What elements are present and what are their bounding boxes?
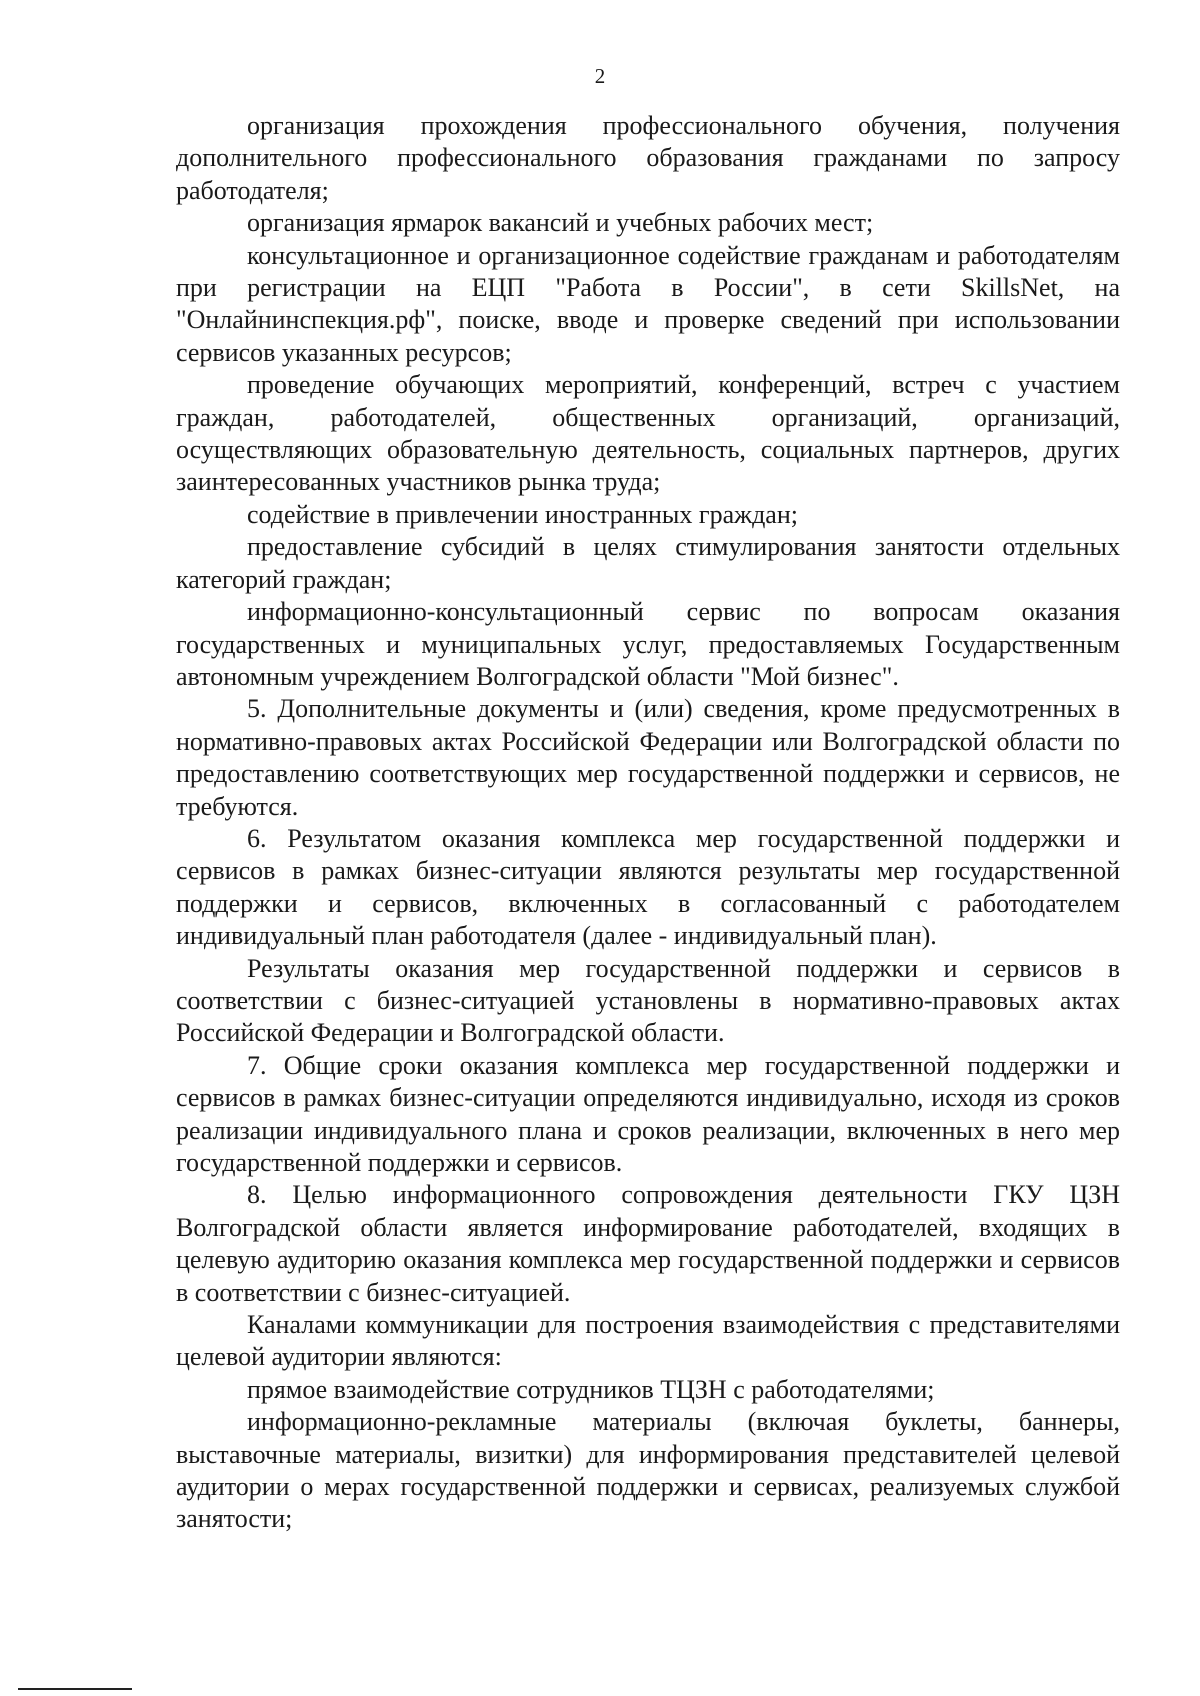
paragraph-item-6: 6. Результатом оказания комплекса мер государственной поддержки и сервисов в рамках бизнес-ситуации являются результаты мер государственной поддержки и сервисов, включенных в согласованный с работодателем индивидуальный план работодателя (далее - индивидуальный план). (176, 823, 1120, 951)
paragraph-foreign-citizens: содействие в привлечении иностранных граждан; (247, 499, 798, 529)
document-body (176, 110, 1120, 1536)
paragraph-registration-assistance: консультационное и организационное содействие гражданам и работодателям при регистрации на ЕЦП "Работа в России", в сети SkillsNet, на "Онлайнинспекция.рф", поиске, вводе и проверке сведений при использовании сервисов указанных ресурсов; (176, 240, 1120, 367)
paragraph-training-events: проведение обучающих мероприятий, конференций, встреч с участием граждан, работодателей, общественных организаций, организаций, осуществляющих образовательную деятельность, социальных партнеров, других заинтересованных участников рынка труда; (176, 370, 1120, 497)
paragraph-item-5: 5. Дополнительные документы и (или) сведения, кроме предусмотренных в нормативно-правовых актах Российской Федерации или Волгоградской области по предоставлению соответствующих мер государственной поддержки и сервисов, не требуются. (176, 694, 1120, 821)
paragraph-job-fairs: организация ярмарок вакансий и учебных рабочих мест; (247, 208, 874, 238)
paragraph-item-7: 7. Общие сроки оказания комплекса мер государственной поддержки и сервисов в рамках бизнес-ситуации определяются индивидуально, исходя из сроков реализации индивидуального плана и сроков реализации, включенных в него мер государственной поддержки и сервисов. (176, 1050, 1120, 1177)
paragraph-direct-interaction: прямое взаимодействие сотрудников ТЦЗН с работодателями; (247, 1374, 935, 1404)
paragraph-item-8: 8. Целью информационного сопровождения деятельности ГКУ ЦЗН Волгоградской области является информирование работодателей, входящих в целевую аудиторию оказания комплекса мер государственной поддержки и сервисов в соответствии с бизнес-ситуацией. (176, 1180, 1120, 1307)
paragraph-subsidies: предоставление субсидий в целях стимулирования занятости отдельных категорий граждан; (176, 532, 1120, 594)
paragraph-info-service: информационно-консультационный сервис по вопросам оказания государственных и муниципальных услуг, предоставляемых Государственным автономным учреждением Волгоградской области "Мой бизнес". (176, 597, 1120, 691)
page-number: 2 (594, 64, 606, 88)
footer-rule (18, 1688, 132, 1690)
paragraph-promo-materials: информационно-рекламные материалы (включая буклеты, баннеры, выставочные материалы, визитки) для информирования представителей целевой аудитории о мерах государственной поддержки и сервисах, реализуемых службой занятости; (176, 1407, 1120, 1534)
paragraph-channels: Каналами коммуникации для построения взаимодействия с представителями целевой аудитории являются: (176, 1310, 1120, 1372)
paragraph-results: Результаты оказания мер государственной поддержки и сервисов в соответствии с бизнес-ситуацией установлены в нормативно-правовых актах Российской Федерации и Волгоградской области. (176, 953, 1120, 1048)
paragraph-training: организация прохождения профессионального обучения, получения дополнительного профессионального образования гражданами по запросу работодателя; (176, 111, 1120, 205)
